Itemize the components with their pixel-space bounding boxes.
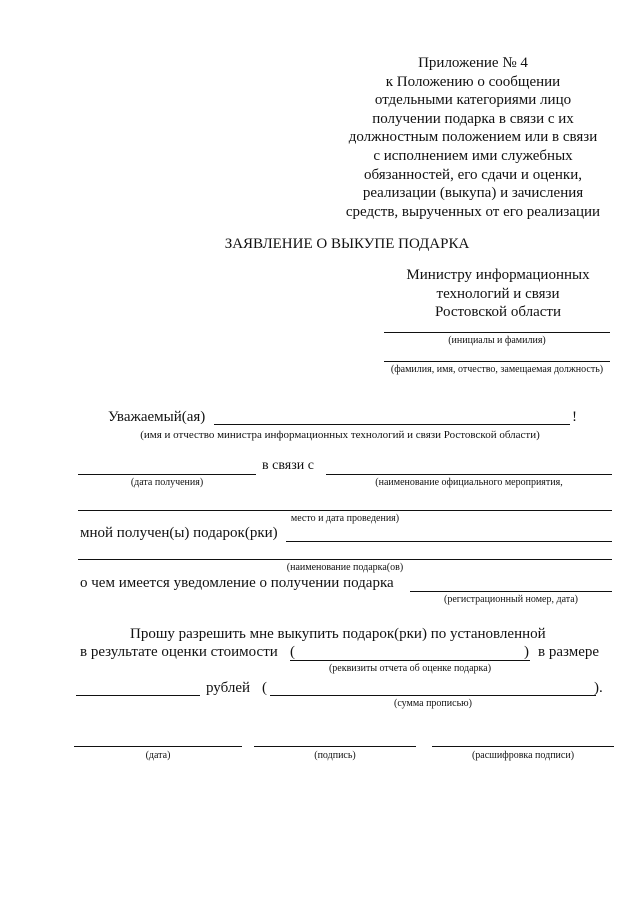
initials-caption: (инициалы и фамилия)	[448, 335, 546, 346]
request-line-1: Прошу разрешить мне выкупить подарок(рки) по установленной	[130, 626, 546, 642]
signature-decode-field[interactable]	[432, 746, 614, 747]
amount-words-field[interactable]	[270, 695, 596, 696]
report-open-paren: (	[290, 644, 295, 660]
amount-open-paren: (	[262, 680, 267, 696]
annex-line: средств, вырученных от его реализации	[345, 203, 601, 220]
document-title: ЗАЯВЛЕНИЕ О ВЫКУПЕ ПОДАРКА	[224, 236, 470, 252]
greeting-caption: (имя и отчество министра информационных технологий и связи Ростовской области)	[140, 429, 540, 441]
signature-field[interactable]	[254, 746, 416, 747]
receipt-date-field[interactable]	[78, 474, 256, 475]
report-caption: (реквизиты отчета об оценке подарка)	[328, 663, 492, 674]
gift-caption: (наименование подарка(ов)	[286, 562, 404, 573]
addressee-block	[398, 266, 598, 322]
event-caption: (наименование официального мероприятия,	[375, 477, 563, 488]
sign-date-field[interactable]	[74, 746, 242, 747]
annex-line: с исполнением ими служебных	[373, 147, 573, 164]
annex-line: должностным положением или в связи	[348, 129, 598, 146]
annex-line: к Положению о сообщении	[385, 73, 561, 90]
initials-field[interactable]	[384, 332, 610, 333]
gift-name-field-2[interactable]	[78, 559, 612, 560]
annex-line: Приложение № 4	[418, 55, 528, 71]
event-field[interactable]	[326, 474, 612, 475]
notice-label: о чем имеется уведомление о получении подарка	[80, 575, 394, 591]
in-connection-label: в связи с	[262, 458, 314, 473]
signature-caption: (подпись)	[314, 750, 356, 761]
reg-number-caption: (регистрационный номер, дата)	[443, 594, 579, 605]
annex-line: реализации (выкупа) и зачисления	[362, 185, 584, 202]
sign-date-caption: (дата)	[145, 750, 171, 761]
report-details-field[interactable]	[290, 660, 530, 661]
event-place-field[interactable]	[78, 510, 612, 511]
rubles-label: рублей	[206, 680, 251, 696]
minister-name-field[interactable]	[214, 424, 570, 425]
addressee-line: Ростовской области	[435, 304, 561, 321]
applicant-field[interactable]	[384, 361, 610, 362]
annex-line: отдельными категориями лицо	[374, 92, 572, 109]
gift-received-label: мной получен(ы) подарок(рки)	[80, 525, 278, 541]
annex-line: получении подарка в связи с их	[372, 110, 574, 127]
signature-decode-caption: (расшифровка подписи)	[471, 750, 575, 761]
addressee-line: технологий и связи	[436, 285, 560, 302]
report-close-paren: )	[524, 644, 529, 660]
annex-header	[340, 54, 606, 221]
addressee-line: Министру информационных	[406, 267, 590, 283]
gift-name-field[interactable]	[286, 541, 612, 542]
receipt-date-caption: (дата получения)	[130, 477, 204, 488]
greeting-label: Уважаемый(ая)	[108, 409, 206, 425]
request-line-2-prefix: в результате оценки стоимости	[80, 644, 278, 660]
amount-words-caption: (сумма прописью)	[394, 698, 472, 709]
amount-digits-field[interactable]	[76, 695, 200, 696]
amount-close-paren: ).	[594, 680, 603, 696]
reg-number-field[interactable]	[410, 591, 612, 592]
request-line-2-suffix: в размере	[538, 644, 600, 660]
applicant-caption: (фамилия, имя, отчество, замещаемая должность)	[390, 364, 604, 375]
event-place-caption: место и дата проведения)	[290, 513, 400, 524]
greeting-exclamation: !	[572, 409, 577, 425]
annex-line: обязанностей, его сдачи и оценки,	[364, 166, 582, 183]
